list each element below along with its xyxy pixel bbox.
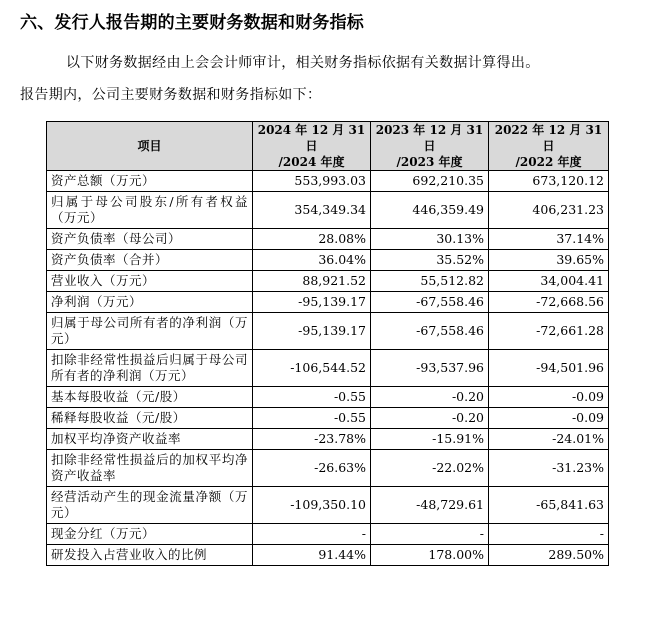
table-row [47,487,609,524]
header-2023 [371,122,489,171]
row-item: 营业收入（万元） [47,271,253,292]
table-row [47,250,609,271]
value-2024: 36.04% [253,250,371,271]
value-2022: -72,661.28 [489,313,609,350]
value-2024: - [253,524,371,545]
value-2024: 553,993.03 [253,171,371,192]
value-2023: 692,210.35 [371,171,489,192]
row-item: 归属于母公司所有者的净利润（万元） [47,313,253,350]
row-item: 研发投入占营业收入的比例 [47,545,253,566]
table-row [47,450,609,487]
value-2023: 446,359.49 [371,192,489,229]
table-row [47,408,609,429]
value-2024: -95,139.17 [253,313,371,350]
financial-data-table [46,121,609,566]
table-row [47,545,609,566]
row-item: 扣除非经常性损益后的加权平均净资产收益率 [47,450,253,487]
value-2022: 673,120.12 [489,171,609,192]
value-2024: 88,921.52 [253,271,371,292]
header-2022 [489,122,609,171]
row-item: 扣除非经常性损益后归属于母公司所有者的净利润（万元） [47,350,253,387]
row-item: 现金分红（万元） [47,524,253,545]
intro-paragraph-line-2: 报告期内，公司主要财务数据和财务指标如下： [20,87,322,103]
value-2024: 354,349.34 [253,192,371,229]
value-2024: 28.08% [253,229,371,250]
header-2022-line2: /2022 年度 [515,155,582,169]
value-2022: 39.65% [489,250,609,271]
header-2022-line1: 2022 年 12 月 31 日 [494,123,603,153]
table-row [47,524,609,545]
table-row [47,429,609,450]
row-item: 稀释每股收益（元/股） [47,408,253,429]
value-2024: -106,544.52 [253,350,371,387]
row-item: 经营活动产生的现金流量净额（万元） [47,487,253,524]
value-2023: 30.13% [371,229,489,250]
value-2022: -65,841.63 [489,487,609,524]
value-2023: - [371,524,489,545]
value-2023: -22.02% [371,450,489,487]
value-2024: -0.55 [253,408,371,429]
table-row [47,350,609,387]
value-2022: -0.09 [489,387,609,408]
row-item: 归属于母公司股东/所有者权益（万元） [47,192,253,229]
row-item: 资产总额（万元） [47,171,253,192]
value-2022: -0.09 [489,408,609,429]
table-row [47,292,609,313]
value-2022: 34,004.41 [489,271,609,292]
value-2022: 37.14% [489,229,609,250]
header-2024-line1: 2024 年 12 月 31 日 [257,123,366,153]
value-2023: -15.91% [371,429,489,450]
header-2023-line2: /2023 年度 [396,155,463,169]
value-2024: -26.63% [253,450,371,487]
value-2023: -93,537.96 [371,350,489,387]
table-row [47,192,609,229]
header-2024 [253,122,371,171]
header-item-label: 项目 [137,139,162,153]
value-2024: -23.78% [253,429,371,450]
value-2023: 35.52% [371,250,489,271]
table-row [47,229,609,250]
value-2022: - [489,524,609,545]
table-header-row [47,122,609,171]
value-2024: 91.44% [253,545,371,566]
value-2022: -72,668.56 [489,292,609,313]
value-2022: -31.23% [489,450,609,487]
intro-paragraph-line-1: 以下财务数据经由上会会计师审计，相关财务指标依据有关数据计算得出。 [66,55,540,71]
row-item: 资产负债率（母公司） [47,229,253,250]
value-2022: 289.50% [489,545,609,566]
value-2024: -109,350.10 [253,487,371,524]
value-2023: -0.20 [371,408,489,429]
value-2022: -94,501.96 [489,350,609,387]
value-2023: 55,512.82 [371,271,489,292]
value-2024: -95,139.17 [253,292,371,313]
value-2023: -48,729.61 [371,487,489,524]
row-item: 加权平均净资产收益率 [47,429,253,450]
table-row [47,171,609,192]
table-row [47,271,609,292]
value-2023: -67,558.46 [371,292,489,313]
value-2024: -0.55 [253,387,371,408]
row-item: 资产负债率（合并） [47,250,253,271]
row-item: 基本每股收益（元/股） [47,387,253,408]
value-2023: -67,558.46 [371,313,489,350]
value-2022: 406,231.23 [489,192,609,229]
value-2023: -0.20 [371,387,489,408]
header-item [47,122,253,171]
value-2022: -24.01% [489,429,609,450]
value-2023: 178.00% [371,545,489,566]
header-2024-line2: /2024 年度 [278,155,345,169]
row-item: 净利润（万元） [47,292,253,313]
header-2023-line1: 2023 年 12 月 31 日 [375,123,484,153]
table-row [47,313,609,350]
table-row [47,387,609,408]
section-title: 六、发行人报告期的主要财务数据和财务指标 [20,13,364,33]
